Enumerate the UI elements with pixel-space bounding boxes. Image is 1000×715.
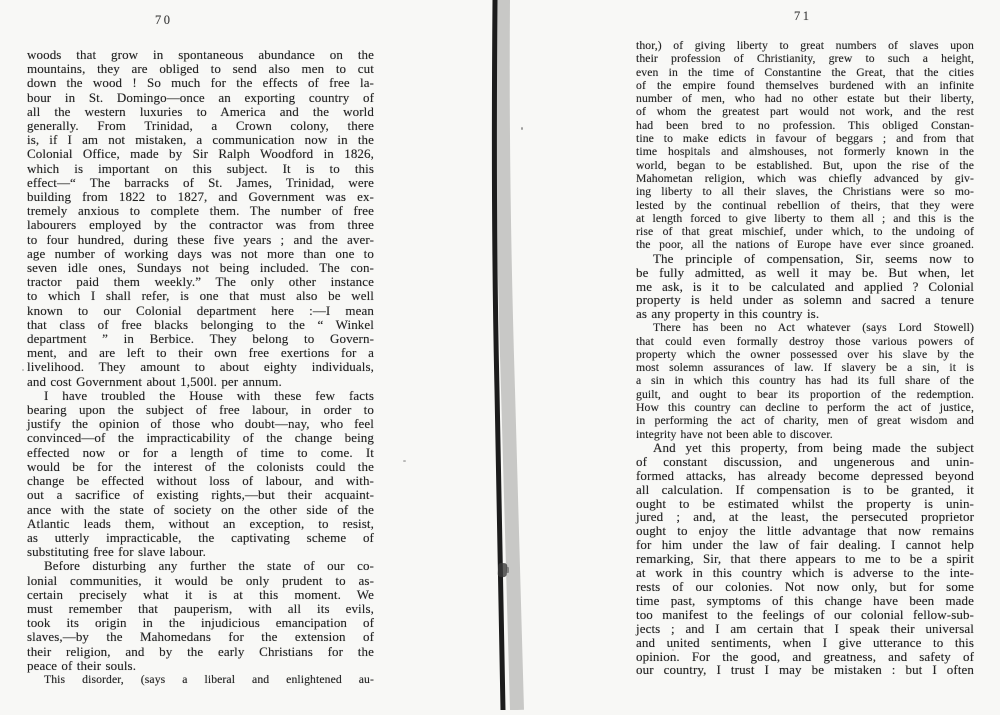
text-line: bour in St. Domingo—once an exporting country of: [27, 89, 374, 105]
scan-speck: [521, 127, 523, 130]
text-line: which is important on this subject. It is to this: [27, 160, 374, 176]
text-line: labourers employed by the contractor was from three: [27, 217, 374, 233]
text-line: mountains, they are obliged to send also men to cut: [27, 61, 374, 77]
text-line: took its origin in the injudicious emancipation of: [27, 615, 374, 631]
text-line: effected now or for a length of time to come. It: [27, 444, 374, 460]
text-line: to which I shall refer, is one that must also be well: [27, 288, 374, 304]
text-line: convinced—of the impracticability of the change being: [27, 430, 374, 446]
page-71: [530, 0, 1000, 710]
text-line: ance with the state of society on the other side of the: [27, 501, 374, 517]
text-line: most solemn assurances of law. If slavery be a sin, it is: [636, 361, 974, 375]
text-line: rise of that great mischief, under which, to the undoing of: [636, 225, 974, 239]
text-line: for him under the law of fair dealing. I cannot help: [636, 537, 974, 553]
text-line: and cost Government about 1,500l. per annum.: [27, 373, 282, 389]
text-line: had been bred to no profession. This obliged Constan-: [636, 118, 974, 132]
text-line: substituting free for slave labour.: [27, 544, 206, 560]
text-line: property which the owner possessed over his slave by the: [636, 347, 974, 361]
text-line: that class of free blacks belonging to the “ Winkel: [27, 316, 374, 332]
text-line: Colonial Office, made by Sir Ralph Woodford in 1826,: [27, 146, 374, 162]
text-line: be fully admitted, as well it may be. But when, let: [636, 264, 974, 280]
text-line: and united sentiments, when I give utterance to this: [636, 634, 974, 650]
text-line: change be effected without loss of labour, and with-: [27, 473, 374, 489]
text-line: property is held under as solemn and sacred a tenure: [636, 292, 974, 308]
page-70: [0, 0, 460, 710]
text-line: as any property in this country is.: [636, 306, 820, 322]
text-line: a sin in which this country has had its full share of the: [636, 374, 974, 388]
text-line: time hospitals and almshouses, not formerly known in the: [636, 145, 974, 159]
text-line: seven idle ones, Sundays not being included. The con-: [27, 260, 374, 276]
text-line: tremely anxious to complete them. The number of free: [27, 203, 374, 219]
text-line: ing liberty to all their slaves, the Christians were so mo-: [636, 185, 974, 199]
text-line: to four hundred, during these five years ; and the aver-: [27, 231, 374, 247]
text-line: opinion. For the good, and greatness, and safety of: [636, 648, 974, 664]
text-line: thor,) of giving liberty to great numbers of slaves upon: [636, 39, 974, 52]
text-line: their profession of Christianity, grew to such a height,: [636, 52, 974, 66]
text-line: that could even formally destroy those various powers of: [636, 334, 974, 348]
text-line: of constant discussion, and ungenerous and unin-: [636, 453, 974, 469]
text-line: formed attacks, has already become depressed beyond: [636, 467, 974, 483]
text-line: must remember that pauperism, with all its evils,: [27, 600, 374, 616]
text-line: Mahometan religion, which was chiefly advanced by giv-: [636, 171, 974, 185]
text-line: I have troubled the House with these few facts: [44, 387, 374, 403]
text-line: jured ; and, at the least, the persecuted proprietor: [636, 509, 974, 525]
text-line: of whom the greatest part would not work, and the rest: [636, 105, 974, 119]
page-number-left: 70: [155, 13, 173, 27]
text-line: integrity have not been able to discover.: [636, 427, 833, 441]
text-line: livelihood. They amount to about eighty individuals,: [27, 359, 374, 375]
text-line: of the empire found themselves burdened with an infinite: [636, 78, 974, 92]
text-line: known to our Colonial department here :—I mean: [27, 302, 374, 318]
text-line: time past, symptoms of this change have been made: [636, 592, 974, 608]
text-line: is, if I am not mistaken, a communication now in the: [27, 132, 374, 148]
text-line: at length forced to give liberty to them all ; and this is the: [636, 211, 974, 225]
text-line: all calculation. If compensation is to be granted, it: [636, 481, 974, 497]
text-line: remarking, Sir, that there appears to me to be a spirit: [636, 551, 974, 567]
text-line: me ask, is it to be calculated and applied ? Colonial: [636, 278, 974, 294]
text-line: slaves,—by the Mahomedans for the extension of: [27, 629, 374, 645]
text-line: ought to enjoy the little advantage that now remains: [636, 523, 974, 539]
gutter-shadow-graphic: [460, 0, 530, 710]
text-line: Atlantic leads them, without an exception, to resist,: [27, 515, 374, 531]
scan-speck: [672, 649, 674, 651]
text-line: the poor, all the nations of Europe have ever since groaned.: [636, 238, 974, 252]
text-line: Before disturbing any further the state of our co-: [44, 558, 374, 574]
text-line: This disorder, (says a liberal and enlightened au-: [44, 672, 374, 686]
text-line: in performing the act of charity, men of great wisdom and: [636, 414, 974, 428]
text-line: lonial communities, it would be only prudent to as-: [27, 572, 374, 588]
text-line: guilt, and ought to bear its proportion of the redemption.: [636, 387, 974, 401]
scan-speck: [22, 369, 24, 371]
text-line: bearing upon the subject of free labour, in order to: [27, 402, 374, 418]
text-line: at work in this country which is adverse to the inte-: [636, 565, 974, 581]
gutter-smudge: [498, 563, 508, 578]
text-line: tine to make edicts in favour of beggars ; and from that: [636, 132, 974, 146]
text-line: ment, and are left to their own free exertions for a: [27, 345, 374, 361]
text-line: rests of our colonies. Not now only, but for some: [636, 579, 974, 595]
text-line: would be for the interest of the colonists could the: [27, 458, 374, 474]
text-line: lested by the continual rebellion of theirs, that they were: [636, 198, 974, 212]
text-line: tractor paid them weekly.” The only other instance: [27, 274, 374, 290]
text-line: peace of their souls.: [27, 657, 137, 673]
text-line: building from 1822 to 1827, and Government was ex-: [27, 189, 374, 205]
text-line: even in the time of Constantine the Great, that the cities: [636, 65, 974, 79]
text-line: age number of working days was not more than one to: [27, 245, 374, 261]
scan-speck: [403, 460, 406, 462]
text-line: There has been no Act whatever (says Lord Stowell): [653, 321, 974, 335]
text-line: effect—“ The barracks of St. James, Trinidad, were: [27, 174, 374, 190]
page-number-right: 71: [794, 9, 812, 23]
text-line: woods that grow in spontaneous abundance on the: [27, 47, 374, 62]
text-line: world, began to be established. But, upon the rise of the: [636, 158, 974, 172]
text-line: The principle of compensation, Sir, seems now to: [653, 250, 974, 266]
book-gutter: [460, 0, 530, 710]
page-70-text: [27, 48, 374, 686]
text-line: ought to be estimated whilst the property is unin-: [636, 495, 974, 511]
text-line: certain precisely what it is at this moment. We: [27, 586, 374, 602]
text-line: And yet this property, from being made the subject: [653, 439, 974, 455]
text-line: generally. From Trinidad, a Crown colony, there: [27, 118, 374, 134]
text-line: too manifest to the feelings of our colonial fellow-sub-: [636, 606, 974, 622]
text-line: all the western luxuries to America and the world: [27, 103, 374, 119]
text-line: our country, I trust I may be mistaken : but I often: [636, 662, 974, 678]
text-line: out a sacrifice of existing rights,—but their acquaint-: [27, 487, 374, 503]
text-line: department ” in Berbice. They belong to Govern-: [27, 331, 374, 347]
text-line: number of men, who had no other estate but their liberty,: [636, 92, 974, 106]
text-line: their religion, and by the early Christians for the: [27, 643, 374, 659]
page-71-text: [636, 39, 974, 677]
text-line: justify the opinion of those who doubt—nay, who feel: [27, 416, 374, 432]
text-line: How this country can decline to perform the act of justice,: [636, 401, 974, 415]
text-line: as utterly impracticable, the captivating scheme of: [27, 529, 374, 545]
text-line: jects ; and I am certain that I speak their universal: [636, 620, 974, 636]
text-line: down the wood ! So much for the effects of free la-: [27, 75, 374, 91]
